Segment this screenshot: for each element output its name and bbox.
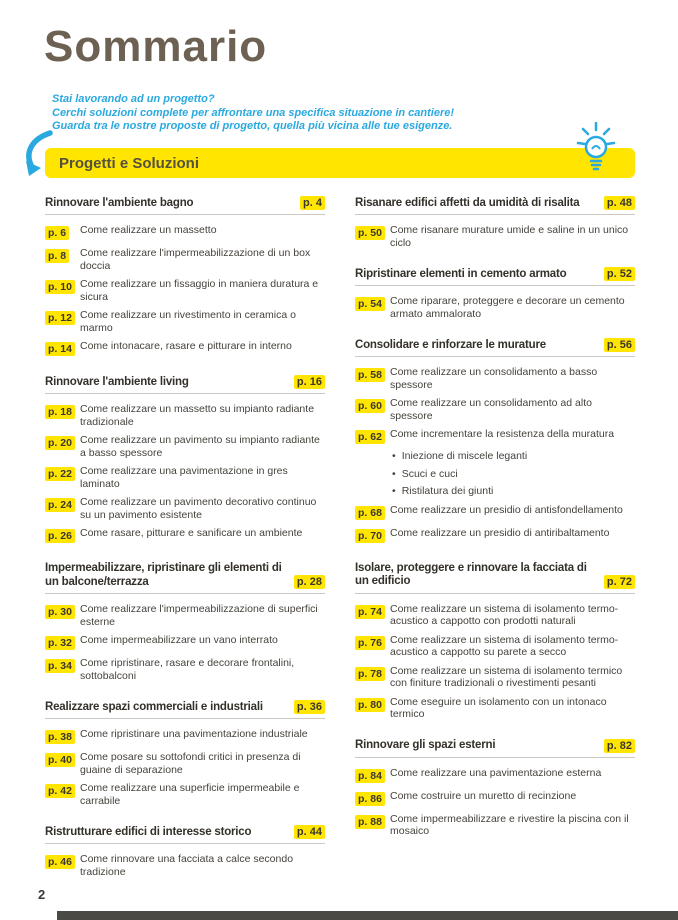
item-text: Come riparare, proteggere e decorare un cemento armato ammalorato [390,295,625,320]
section-title: Realizzare spazi commerciali e industriali [45,700,263,713]
item-text: Come risanare murature umide e saline in un unico ciclo [390,224,629,249]
item-page-badge: p. 22 [45,467,75,481]
section-header [355,739,635,758]
item-page-badge: p. 86 [355,792,385,806]
section-page-badge: p. 56 [604,338,635,352]
section-items [355,294,635,320]
section-title: Rinnovare l'ambiente living [45,375,189,388]
item-text: Come realizzare un massetto [80,224,217,236]
item-text: Come realizzare un pavimento su impianto radiante a basso spessore [80,434,320,459]
item-page-badge: p. 24 [45,498,75,512]
item-page-badge-holder [45,223,80,241]
item-text: Come ripristinare una pavimentazione industriale [80,728,308,740]
item-page-badge: p. 20 [45,436,75,450]
item-page-badge: p. 6 [45,226,69,240]
toc-item [45,402,325,428]
toc-item [45,727,325,745]
toc-item [355,526,635,544]
item-page-badge-holder [45,246,80,272]
section-page-badge: p. 72 [604,575,635,589]
item-page-badge-holder [355,695,390,721]
lightbulb-icon [576,122,616,176]
item-page-badge: p. 30 [45,605,75,619]
section-items [355,602,635,721]
toc-section [45,196,325,357]
item-text: Come realizzare un presidio di antiribaltamento [390,526,610,539]
toc-column-left [45,196,325,896]
item-text: Come impermeabilizzare e rivestire la piscina con il mosaico [390,812,629,837]
toc-item [45,781,325,807]
toc-item [355,503,635,521]
item-text: Come realizzare una pavimentazione in gres laminato [80,465,288,490]
toc-item [45,464,325,490]
intro-line-1: Stai lavorando ad un progetto? [52,93,215,105]
item-page-badge-holder [45,633,80,651]
item-text: Come realizzare un presidio di antisfondellamento [390,503,623,516]
item-page-badge: p. 58 [355,368,385,382]
item-page-badge: p. 54 [355,297,385,311]
item-page-badge: p. 32 [45,636,75,650]
toc-item [45,526,325,544]
item-page-badge: p. 74 [355,605,385,619]
item-page-badge: p. 78 [355,667,385,681]
section-items [45,223,325,357]
section-header [355,562,635,594]
section-page-badge: p. 52 [604,267,635,281]
toc-item [45,633,325,651]
toc-item [45,656,325,682]
item-page-badge-holder [355,526,390,544]
item-page-badge: p. 40 [45,753,75,767]
subitem-text: Scuci e cuci [401,467,458,480]
item-text: Come posare su sottofondi critici in presenza di guaine di separazione [80,751,301,776]
item-page-badge: p. 34 [45,659,75,673]
item-text: Come realizzare un sistema di isolamento termo-acustico a cappotto con prodotti naturali [390,602,619,627]
toc-item [45,852,325,878]
item-text: Come realizzare una pavimentazione esterna [390,766,602,779]
item-text: Come realizzare un massetto su impianto radiante tradizionale [80,403,315,428]
toc-item [355,633,635,659]
item-text: Come incrementare la resistenza della muratura [390,428,615,440]
item-page-badge-holder [45,402,80,428]
item-page-badge-holder [355,812,390,838]
section-items [45,402,325,544]
item-text: Come realizzare un sistema di isolamento termo-acustico a cappotto su parete a secco [390,633,619,658]
intro-line-3: Guarda tra le nostre proposte di progetto, quella più vicina alle tue esigenze. [52,120,453,132]
item-text: Come ripristinare, rasare e decorare frontalini, sottobalconi [80,657,295,682]
toc-item [45,308,325,334]
section-items [355,365,635,544]
item-page-badge-holder [45,727,80,745]
item-page-badge: p. 38 [45,730,75,744]
toc-section [355,739,635,838]
toc-section [355,267,635,320]
toc-item [355,223,635,249]
page-title: Sommario [44,22,268,71]
item-text: Come realizzare l'impermeabilizzazione di un box doccia [80,247,311,272]
item-page-badge-holder [45,339,80,357]
item-page-badge-holder [45,602,80,628]
item-page-badge: p. 14 [45,342,75,356]
section-page-badge: p. 82 [604,739,635,753]
banner-label: Progetti e Soluzioni [59,154,200,172]
section-header [355,267,635,286]
item-text: Come realizzare un sistema di isolamento termico con finiture tradizionali o rivestimenti pesanti [390,664,623,689]
bullet-icon: • [392,450,396,462]
toc-section [45,375,325,544]
item-page-badge: p. 18 [45,405,75,419]
toc-item [45,339,325,357]
section-page-badge: p. 16 [294,375,325,389]
item-page-badge: p. 84 [355,769,385,783]
toc-item [45,223,325,241]
item-text: Come realizzare un consolidamento a basso spessore [390,366,598,391]
item-text: Come rinnovare una facciata a calce secondo tradizione [80,853,294,878]
toc-section [355,338,635,544]
item-text: Come eseguire un isolamento con un intonaco termico [390,695,607,720]
section-title: Impermeabilizzare, ripristinare gli elementi di un balcone/terrazza [45,562,282,588]
toc-item [355,812,635,838]
item-page-badge-holder [355,766,390,784]
item-page-badge: p. 42 [45,784,75,798]
toc-subitem [392,468,635,481]
item-page-badge: p. 76 [355,636,385,650]
item-page-badge: p. 80 [355,698,385,712]
toc-section [355,196,635,249]
toc-item [355,396,635,422]
item-page-badge: p. 8 [45,249,69,263]
section-items [355,766,635,838]
item-text: Come realizzare una superficie impermeabile e carrabile [80,782,300,807]
toc-item [45,602,325,628]
item-page-badge-holder [355,789,390,807]
bullet-icon: • [392,467,396,480]
item-text: Come realizzare un consolidamento ad alto spessore [390,397,592,422]
section-items [45,727,325,807]
toc-section [45,700,325,807]
section-title: Consolidare e rinforzare le murature [355,338,546,351]
section-items [45,602,325,682]
section-items [355,223,635,249]
toc-item [355,695,635,721]
section-header [355,196,635,215]
item-page-badge-holder [355,223,390,249]
toc-item [355,294,635,320]
toc-item [45,433,325,459]
section-header [45,375,325,394]
item-page-badge: p. 70 [355,529,385,543]
section-header [355,338,635,357]
item-page-badge-holder [45,464,80,490]
item-page-badge: p. 46 [45,855,75,869]
toc-item [355,664,635,690]
item-text: Come impermeabilizzare un vano interrato [80,634,278,646]
section-header [45,562,325,594]
section-items [45,852,325,878]
item-page-badge: p. 10 [45,280,75,294]
page-edge-strip [57,911,678,920]
item-page-badge: p. 50 [355,226,385,240]
toc-item [45,246,325,272]
section-title: Isolare, proteggere e rinnovare la facciata di un edificio [355,561,587,587]
toc-section [355,562,635,721]
section-title: Rinnovare l'ambiente bagno [45,196,194,209]
toc-subitem [392,450,635,463]
item-page-badge-holder [355,503,390,521]
section-banner [45,148,635,178]
item-text: Come realizzare un pavimento decorativo continuo su un pavimento esistente [80,496,317,521]
item-text: Come costruire un muretto di recinzione [390,789,577,802]
intro-text [52,93,454,134]
toc-item [355,602,635,628]
item-page-badge-holder [45,526,80,544]
item-page-badge: p. 68 [355,506,385,520]
toc-item [45,495,325,521]
section-title: Ristrutturare edifici di interesse storico [45,825,252,838]
toc-item [355,766,635,784]
section-header [45,700,325,719]
section-page-badge: p. 4 [300,196,325,210]
item-page-badge: p. 12 [45,311,75,325]
item-text: Come rasare, pitturare e sanificare un ambiente [80,527,303,539]
intro-line-2: Cerchi soluzioni complete per affrontare una specifica situazione in cantiere! [52,106,455,119]
toc-columns [45,196,635,896]
item-page-badge-holder [45,433,80,459]
toc-subitem [392,485,635,498]
section-page-badge: p. 44 [294,825,325,839]
section-header [45,825,325,844]
toc-item [355,365,635,391]
item-page-badge-holder [355,664,390,690]
toc-item [355,789,635,807]
item-page-badge: p. 60 [355,399,385,413]
toc-column-right [355,196,635,896]
item-page-badge-holder [355,396,390,422]
subitem-text: Iniezione di miscele leganti [401,450,528,462]
item-page-badge-holder [45,656,80,682]
item-page-badge-holder [355,633,390,659]
item-text: Come realizzare l'impermeabilizzazione di superfici esterne [80,603,318,628]
subitem-text: Ristilatura dei giunti [401,485,494,497]
toc-section [45,562,325,682]
item-page-badge-holder [45,308,80,334]
section-title: Rinnovare gli spazi esterni [355,739,496,751]
item-page-badge-holder [355,602,390,628]
item-text: Come realizzare un rivestimento in ceramica o marmo [80,309,296,334]
item-text: Come realizzare un fissaggio in maniera duratura e sicura [80,278,319,303]
item-page-badge: p. 88 [355,815,385,829]
item-text: Come intonacare, rasare e pitturare in interno [80,340,292,352]
item-page-badge-holder [355,294,390,320]
toc-item [45,277,325,303]
section-title: Ripristinare elementi in cemento armato [355,267,567,280]
section-title: Risanare edifici affetti da umidità di risalita [355,196,580,209]
item-page-badge: p. 26 [45,529,75,543]
section-page-badge: p. 36 [294,700,325,714]
item-page-badge-holder [355,365,390,391]
item-page-badge-holder [45,852,80,878]
item-page-badge-holder [355,427,390,445]
item-page-badge-holder [45,277,80,303]
item-page-badge-holder [45,495,80,521]
item-page-badge: p. 62 [355,430,385,444]
section-page-badge: p. 48 [604,196,635,210]
bullet-icon: • [392,485,396,497]
toc-section [45,825,325,878]
item-page-badge-holder [45,781,80,807]
toc-item [45,750,325,776]
toc-item [355,427,635,445]
section-header [45,196,325,215]
section-page-badge: p. 28 [294,575,325,589]
footer-page-number: 2 [38,887,46,902]
item-page-badge-holder [45,750,80,776]
